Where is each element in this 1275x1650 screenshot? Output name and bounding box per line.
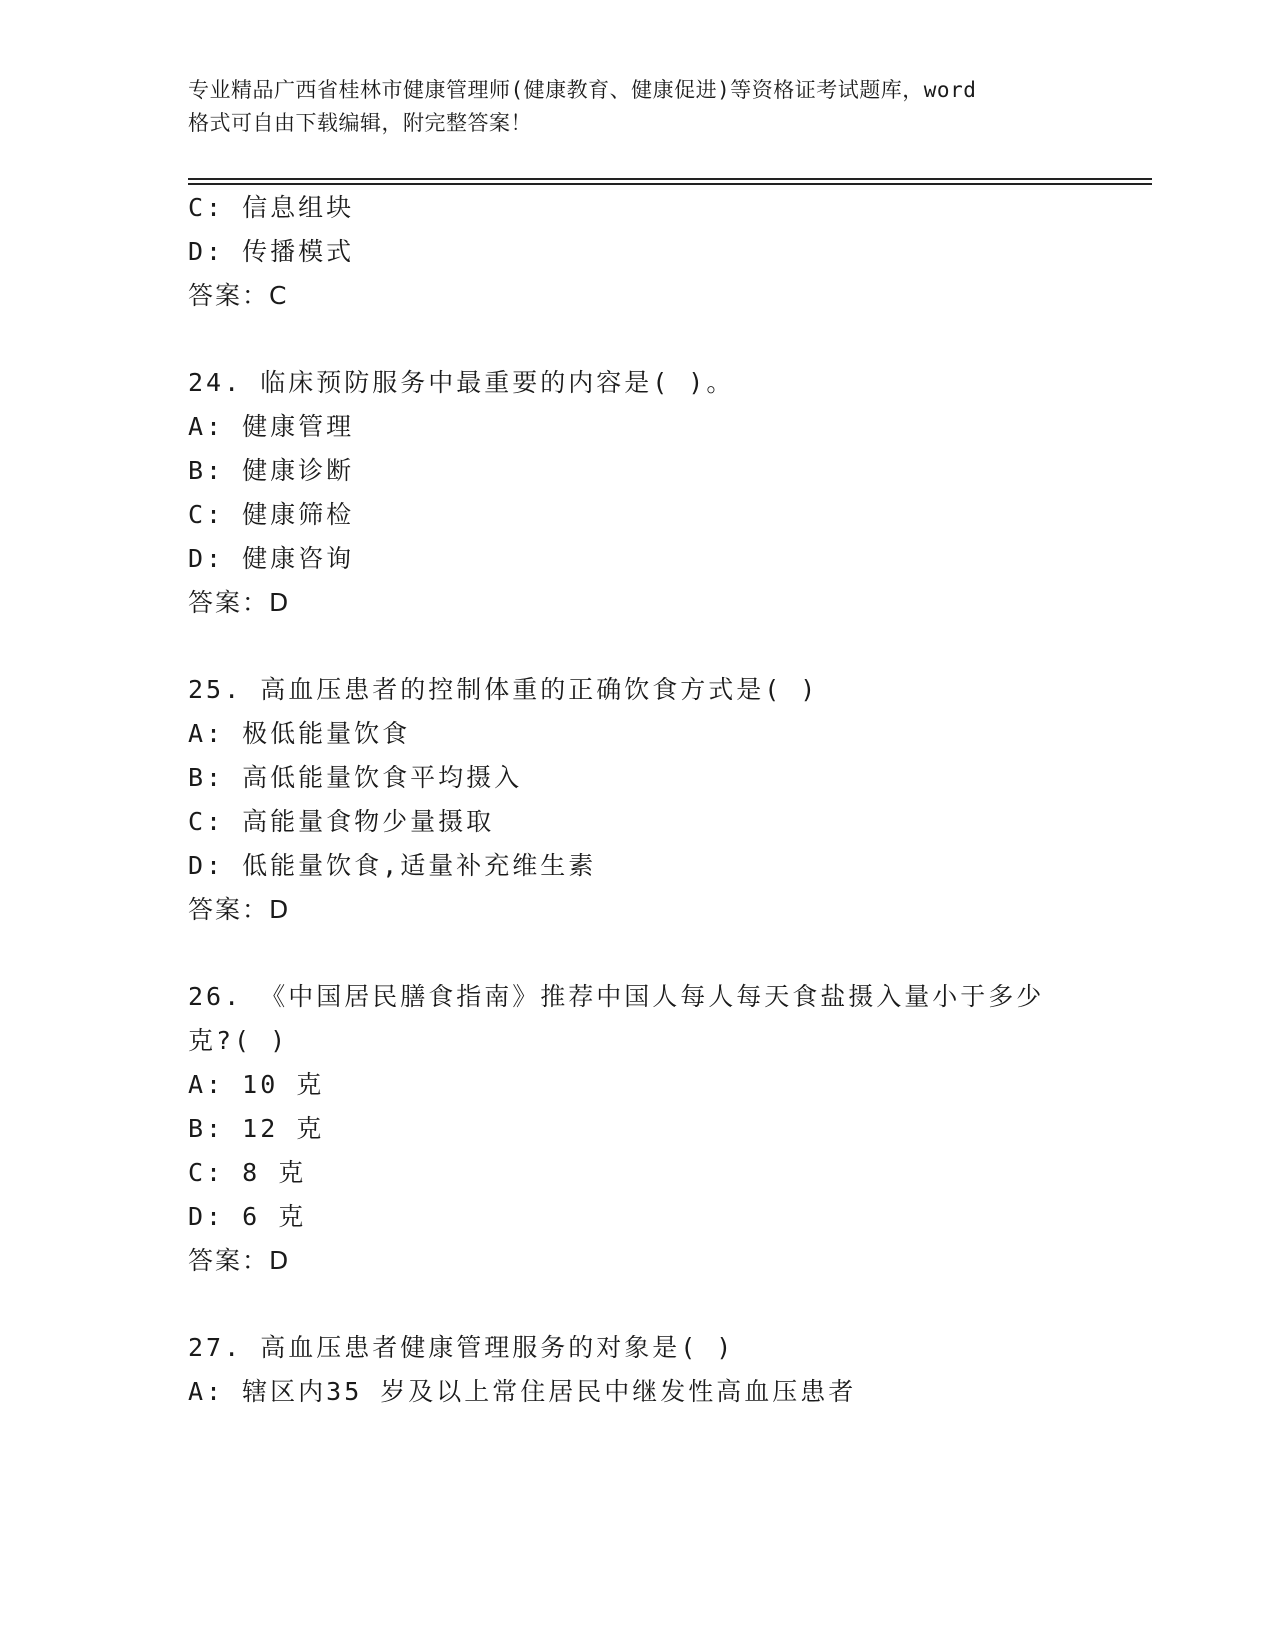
q25-option-c: C: 高能量食物少量摄取 bbox=[188, 807, 495, 836]
q26-option-c: C: 8 克 bbox=[188, 1158, 307, 1187]
header-divider-top bbox=[188, 178, 1152, 180]
page-header bbox=[188, 74, 1088, 140]
q23-answer: 答案：C bbox=[188, 281, 289, 310]
q26-option-a: A: 10 克 bbox=[188, 1070, 325, 1099]
q24-option-b: B: 健康诊断 bbox=[188, 456, 355, 485]
q24-option-a: A: 健康管理 bbox=[188, 412, 355, 441]
q25-answer: 答案：D bbox=[188, 895, 291, 924]
header-line-2: 格式可自由下载编辑，附完整答案！ bbox=[188, 111, 532, 135]
q25-option-b: B: 高低能量饮食平均摄入 bbox=[188, 763, 523, 792]
q25-option-a: A: 极低能量饮食 bbox=[188, 719, 411, 748]
q26-answer: 答案：D bbox=[188, 1246, 291, 1275]
q25-question: 25. 高血压患者的控制体重的正确饮食方式是( ) bbox=[188, 675, 819, 704]
q27-question: 27. 高血压患者健康管理服务的对象是( ) bbox=[188, 1333, 735, 1362]
q27-option-a: A: 辖区内35 岁及以上常住居民中继发性高血压患者 bbox=[188, 1377, 857, 1406]
q24-option-c: C: 健康筛检 bbox=[188, 500, 355, 529]
q24-answer: 答案：D bbox=[188, 588, 291, 617]
q24-question: 24. 临床预防服务中最重要的内容是( )。 bbox=[188, 368, 735, 397]
q23-option-c: C: 信息组块 bbox=[188, 193, 355, 222]
header-divider-bottom bbox=[188, 183, 1152, 185]
q26-question-line-2: 克?( ) bbox=[188, 1026, 289, 1055]
q24-option-d: D: 健康咨询 bbox=[188, 544, 355, 573]
q25-option-d: D: 低能量饮食,适量补充维生素 bbox=[188, 851, 597, 880]
q26-question-line-1: 26. 《中国居民膳食指南》推荐中国人每人每天食盐摄入量小于多少 bbox=[188, 982, 1045, 1011]
header-line-1: 专业精品广西省桂林市健康管理师(健康教育、健康促进)等资格证考试题库，word bbox=[188, 78, 977, 102]
q26-option-d: D: 6 克 bbox=[188, 1202, 307, 1231]
q26-option-b: B: 12 克 bbox=[188, 1114, 325, 1143]
q23-option-d: D: 传播模式 bbox=[188, 237, 355, 266]
